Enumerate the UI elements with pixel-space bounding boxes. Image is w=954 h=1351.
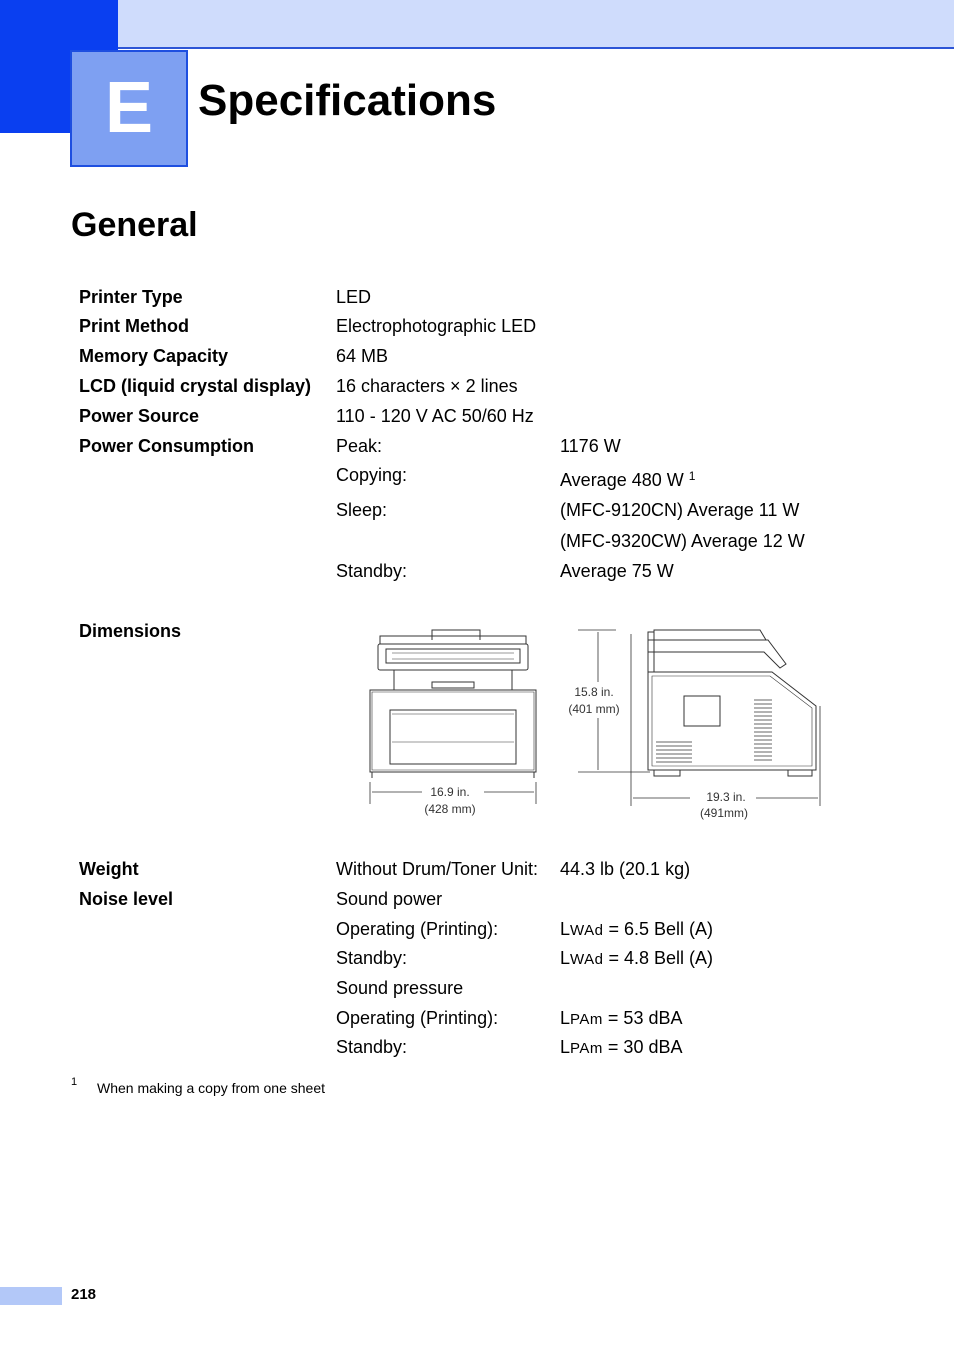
printer-type-value: LED [336, 287, 372, 307]
pressure-standby-label: Standby: [336, 1037, 408, 1057]
power-operating-label: Operating (Printing): [336, 919, 499, 939]
side-height-inches: 15.8 in. [574, 685, 614, 699]
printer-side-view-drawing [560, 622, 826, 822]
copying-value-line [560, 469, 695, 491]
weight-condition: Without Drum/Toner Unit: [336, 859, 539, 879]
sleep-value-mfc9320cw: (MFC-9320CW) Average 12 W [560, 531, 805, 551]
section-title: General [71, 206, 198, 244]
sound-power-heading: Sound power [336, 889, 443, 909]
noise-level-label: Noise level [79, 889, 174, 909]
print-method-label: Print Method [79, 316, 189, 336]
printer-type-label: Printer Type [79, 287, 183, 307]
weight-label: Weight [79, 859, 139, 879]
standby-value: Average 75 W [560, 561, 674, 581]
side-depth-mm: (491mm) [699, 806, 749, 820]
footnote-number: 1 [71, 1076, 78, 1088]
page-number: 218 [71, 1286, 97, 1303]
front-width-mm: (428 mm) [424, 802, 476, 816]
copying-footnote-ref: 1 [688, 469, 696, 483]
power-operating-value: LWAd = 6.5 Bell (A) [560, 919, 714, 939]
sound-pressure-heading: Sound pressure [336, 978, 464, 998]
power-consumption-label: Power Consumption [79, 436, 254, 456]
power-standby-value: LWAd = 4.8 Bell (A) [560, 948, 714, 968]
footnote-text: When making a copy from one sheet [97, 1080, 326, 1096]
side-height-mm: (401 mm) [568, 702, 620, 716]
page-number-tab [0, 1287, 62, 1305]
chapter-letter: E [70, 50, 188, 167]
front-width-inches: 16.9 in. [430, 785, 470, 799]
printer-front-view-drawing [362, 622, 546, 818]
memory-capacity-value: 64 MB [336, 346, 389, 366]
pressure-operating-label: Operating (Printing): [336, 1008, 499, 1028]
chapter-title: Specifications [198, 76, 497, 125]
peak-label: Peak: [336, 436, 383, 456]
pressure-operating-value: LPAm = 53 dBA [560, 1008, 683, 1028]
copying-value: Average 480 W [560, 470, 684, 490]
header-bar [0, 0, 954, 49]
lcd-value: 16 characters × 2 lines [336, 376, 518, 396]
standby-label: Standby: [336, 561, 408, 581]
dimensions-label: Dimensions [79, 621, 182, 641]
power-source-value: 110 - 120 V AC 50/60 Hz [336, 406, 534, 426]
copying-label: Copying: [336, 465, 408, 485]
side-depth-inches: 19.3 in. [706, 790, 746, 804]
peak-value: 1176 W [560, 436, 621, 456]
print-method-value: Electrophotographic LED [336, 316, 537, 336]
sleep-value-mfc9120cn: (MFC-9120CN) Average 11 W [560, 500, 800, 520]
sleep-label: Sleep: [336, 500, 388, 520]
pressure-standby-value: LPAm = 30 dBA [560, 1037, 683, 1057]
power-source-label: Power Source [79, 406, 200, 426]
power-standby-label: Standby: [336, 948, 408, 968]
lcd-label: LCD (liquid crystal display) [79, 376, 312, 396]
weight-value: 44.3 lb (20.1 kg) [560, 859, 691, 879]
memory-capacity-label: Memory Capacity [79, 346, 229, 366]
